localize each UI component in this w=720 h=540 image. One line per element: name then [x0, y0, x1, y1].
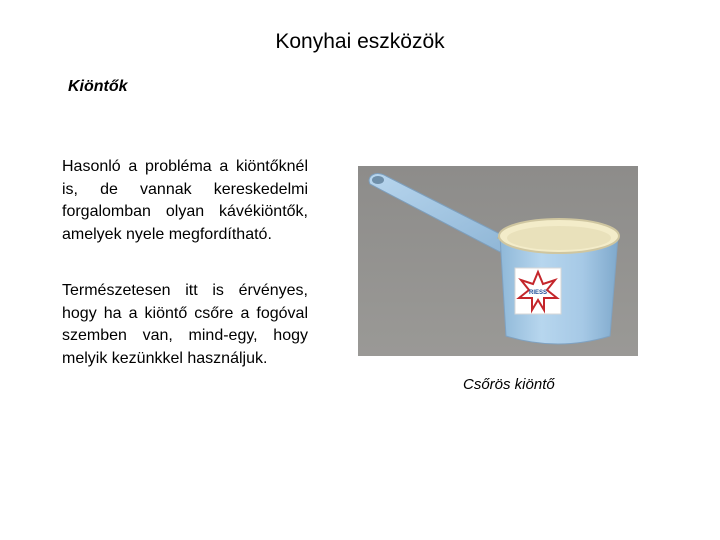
brand-label-text: RIESS — [528, 290, 548, 296]
slide-title: Konyhai eszközök — [275, 30, 445, 53]
paragraph-1: Hasonló a probléma a kiöntőknél is, de vannak kereskedelmi forgalomban olyan kávékiöntők, amelyek nyele megfordítható. — [62, 158, 308, 243]
photo-caption: Csőrös kiöntő — [463, 376, 555, 393]
slide-subtitle: Kiöntők — [68, 78, 128, 95]
paragraph-2: Természetesen itt is érvényes, hogy ha a kiöntő csőre a fogóval szemben van, mind-egy, hogy melyik kezünkkel használjuk. — [62, 282, 308, 367]
pot-photo — [358, 166, 638, 356]
